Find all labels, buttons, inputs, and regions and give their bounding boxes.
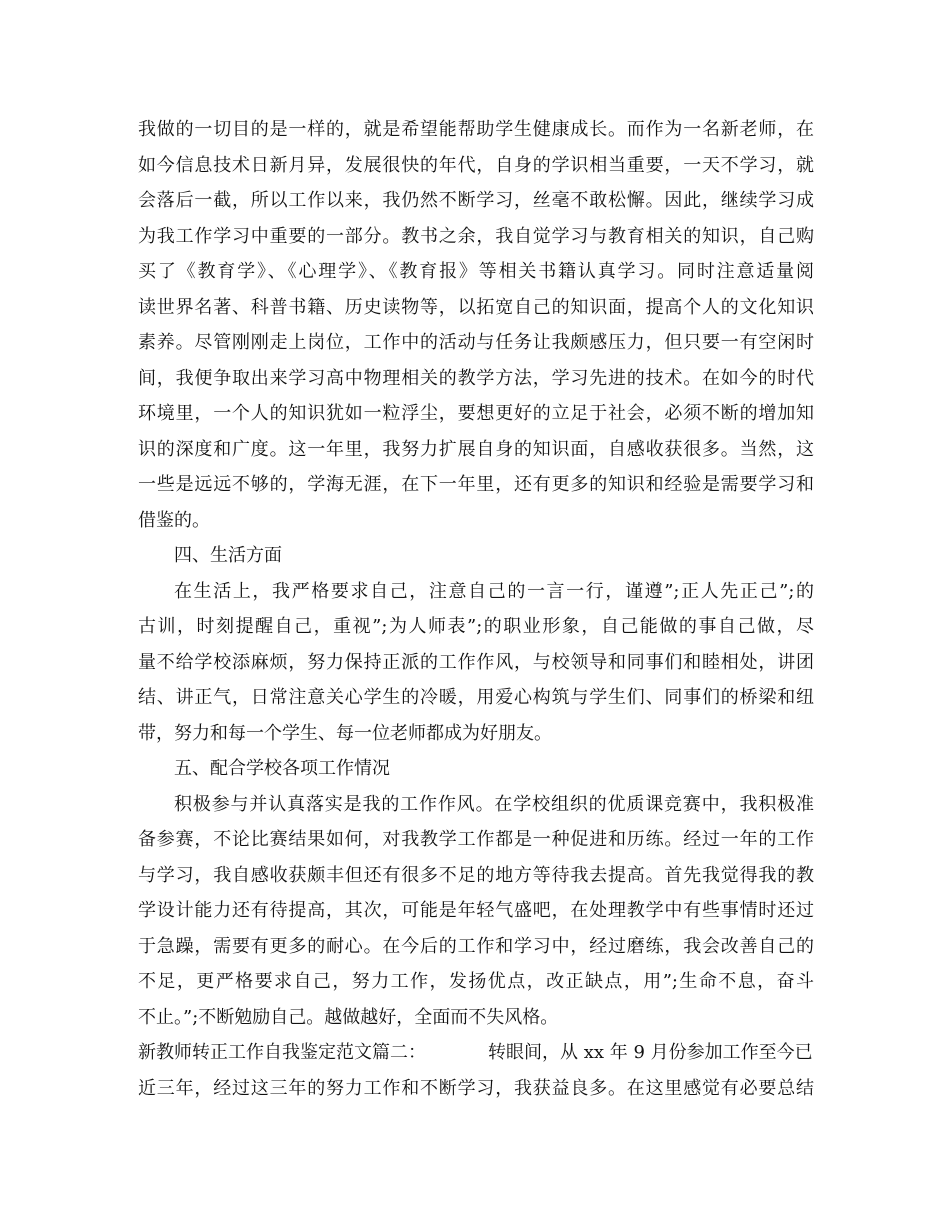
paragraph-line: 如今信息技术日新月异，发展很快的年代，自身的学识相当重要，一天不学习，就 bbox=[138, 154, 814, 176]
paragraph-line: 为我工作学习中重要的一部分。教书之余，我自觉学习与教育相关的知识，自己购 bbox=[138, 225, 814, 247]
paragraph-line: 古训，时刻提醒自己，重视”;为人师表”;的职业形象，自己能做的事自己做，尽 bbox=[138, 616, 814, 637]
paragraph-line: 会落后一截，所以工作以来，我仍然不断学习，丝毫不敢松懈。因此，继续学习成 bbox=[138, 190, 814, 211]
section-two-line bbox=[138, 1035, 814, 1071]
section-two-start: 转眼间，从 xx 年 9 月份参加工作至今已 bbox=[488, 1042, 813, 1063]
paragraph-line: 学设计能力还有待提高，其次，可能是年轻气盛吧，在处理教学中有些事情时还过 bbox=[138, 900, 814, 921]
paragraph-line: 识的深度和广度。这一年里，我努力扩展自身的知识面，自感收获很多。当然，这 bbox=[138, 438, 814, 460]
paragraph-line: 环境里，一个人的知识犹如一粒浮尘，要想更好的立足于社会，必须不断的增加知 bbox=[138, 403, 814, 424]
paragraph-line: 积极参与并认真落实是我的工作作风。在学校组织的优质课竞赛中，我积极准 bbox=[174, 793, 814, 815]
paragraph-line: 结、讲正气，日常注意关心学生的冷暖，用爱心构筑与学生们、同事们的桥梁和纽 bbox=[138, 687, 814, 708]
paragraph-line: 在生活上，我严格要求自己，注意自己的一言一行，谨遵”;正人先正己”;的 bbox=[174, 580, 814, 602]
paragraph-line: 与学习，我自感收获颇丰但还有很多不足的地方等待我去提高。首先我觉得我的教 bbox=[138, 864, 814, 886]
paragraph-line: 素养。尽管刚刚走上岗位，工作中的活动与任务让我颇感压力，但只要一有空闲时 bbox=[138, 332, 814, 353]
paragraph-line: 于急躁，需要有更多的耐心。在今后的工作和学习中，经过磨练，我会改善自己的 bbox=[138, 935, 814, 957]
section-heading-five: 五、配合学校各项工作情况 bbox=[174, 758, 390, 779]
paragraph-line: 我做的一切目的是一样的，就是希望能帮助学生健康成长。而作为一名新老师，在 bbox=[138, 119, 814, 140]
paragraph-line: 读世界名著、科普书籍、历史读物等，以拓宽自己的知识面，提高个人的文化知识 bbox=[138, 296, 814, 318]
paragraph-line: 近三年，经过这三年的努力工作和不断学习，我获益良多。在这里感觉有必要总结 bbox=[138, 1077, 814, 1099]
section-two-title: 新教师转正工作自我鉴定范文篇二： bbox=[138, 1042, 426, 1063]
section-heading-four: 四、生活方面 bbox=[174, 545, 282, 566]
document-body bbox=[138, 112, 814, 1106]
paragraph-line: 备参赛，不论比赛结果如何，对我教学工作都是一种促进和历练。经过一年的工作 bbox=[138, 829, 814, 850]
paragraph-line: 不足，更严格要求自己，努力工作，发扬优点，改正缺点，用”;生命不息，奋斗 bbox=[138, 971, 814, 992]
paragraph-line: 带，努力和每一个学生、每一位老师都成为好朋友。 bbox=[138, 722, 552, 744]
paragraph-line: 借鉴的。 bbox=[138, 509, 210, 531]
paragraph-line: 一些是远远不够的，学海无涯，在下一年里，还有更多的知识和经验是需要学习和 bbox=[138, 474, 814, 495]
paragraph-line: 买了《教育学》、《心理学》、《教育报》等相关书籍认真学习。同时注意适量阅 bbox=[138, 261, 814, 282]
paragraph-line: 间，我便争取出来学习高中物理相关的教学方法，学习先进的技术。在如今的时代 bbox=[138, 367, 814, 389]
paragraph-line: 量不给学校添麻烦，努力保持正派的工作作风，与校领导和同事们和睦相处，讲团 bbox=[138, 651, 814, 673]
paragraph-line: 不止。”;不断勉励自己。越做越好，全面而不失风格。 bbox=[138, 1006, 559, 1028]
